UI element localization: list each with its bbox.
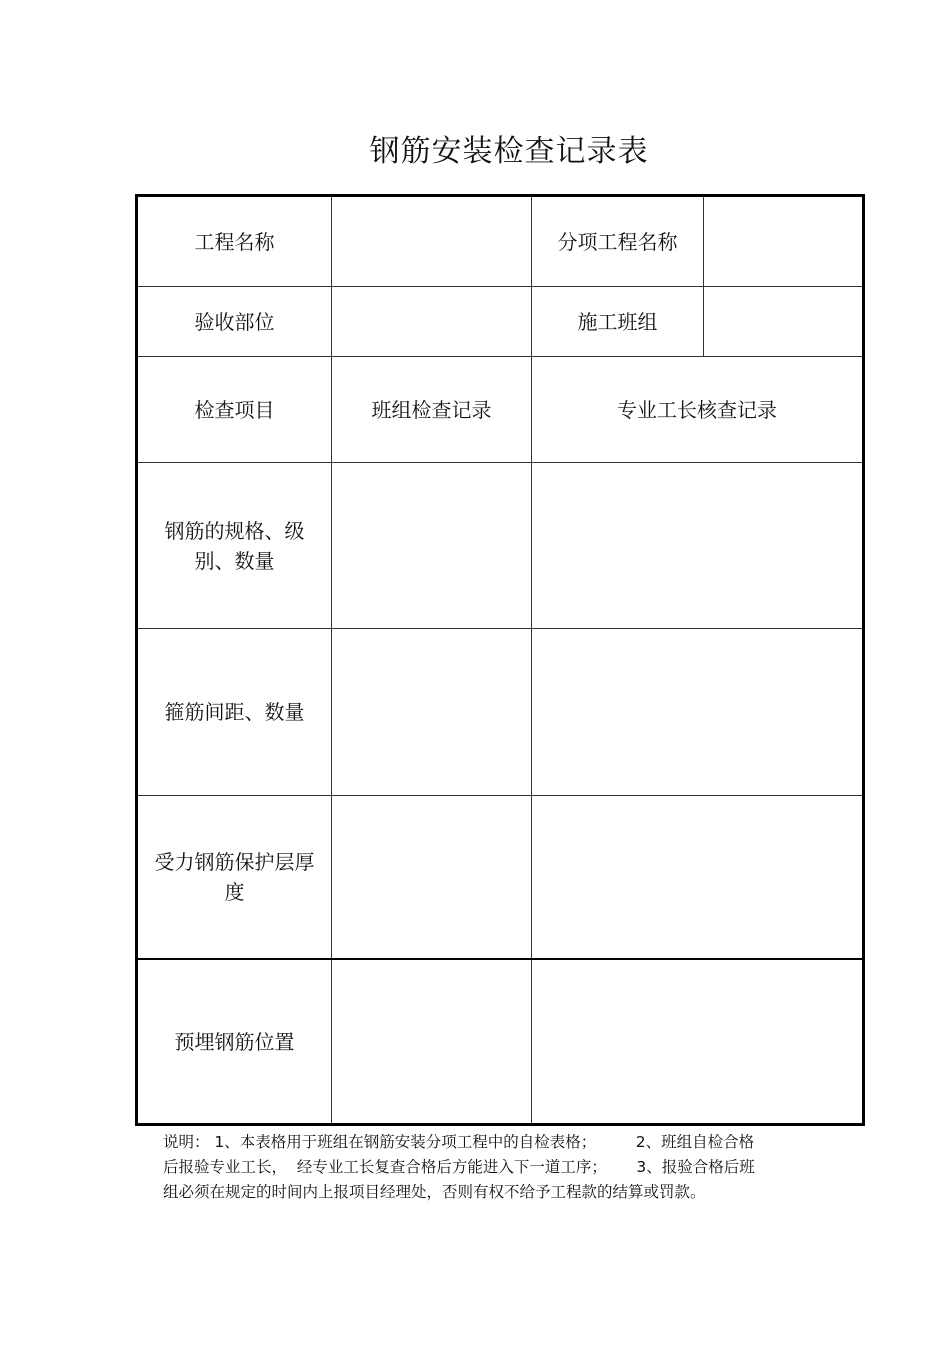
foreman-record-field[interactable] [532,795,864,959]
note-line: 说明： 1、本表格用于班组在钢筋安装分项工程中的自检表格； 2、班组自检合格 [163,1133,755,1151]
header-foreman-record: 专业工长核查记录 [532,357,864,463]
acceptance-part-field[interactable] [332,287,532,357]
foreman-record-field[interactable] [532,463,864,629]
table-row [137,629,864,795]
check-item-name: 受力钢筋保护层厚度 [137,795,332,959]
team-record-field[interactable] [332,629,532,795]
table-row [137,463,864,629]
foreman-record-field[interactable] [532,629,864,795]
project-name-label: 工程名称 [137,196,332,287]
construction-team-field[interactable] [704,287,864,357]
header-team-record: 班组检查记录 [332,357,532,463]
table-header-row [137,357,864,463]
header-check-item: 检查项目 [137,357,332,463]
page-title: 钢筋安装检查记录表 [369,134,649,169]
project-info-row [137,196,864,287]
instructions-note [163,1130,843,1205]
table-row [137,959,864,1124]
check-item-name: 钢筋的规格、级别、数量 [137,463,332,629]
acceptance-info-row [137,287,864,357]
project-name-field[interactable] [332,196,532,287]
check-item-name: 箍筋间距、数量 [137,629,332,795]
sub-project-name-field[interactable] [704,196,864,287]
construction-team-label: 施工班组 [532,287,704,357]
sub-project-name-label: 分项工程名称 [532,196,704,287]
acceptance-part-label: 验收部位 [137,287,332,357]
table-row [137,795,864,959]
team-record-field[interactable] [332,795,532,959]
note-line: 后报验专业工长， 经专业工长复查合格后方能进入下一道工序； 3、报验合格后班 [163,1158,755,1176]
team-record-field[interactable] [332,463,532,629]
check-item-name: 预埋钢筋位置 [137,959,332,1124]
foreman-record-field[interactable] [532,959,864,1124]
note-line: 组必须在规定的时间内上报项目经理处，否则有权不给予工程款的结算或罚款。 [163,1183,706,1201]
team-record-field[interactable] [332,959,532,1124]
inspection-form-table [135,194,865,1126]
